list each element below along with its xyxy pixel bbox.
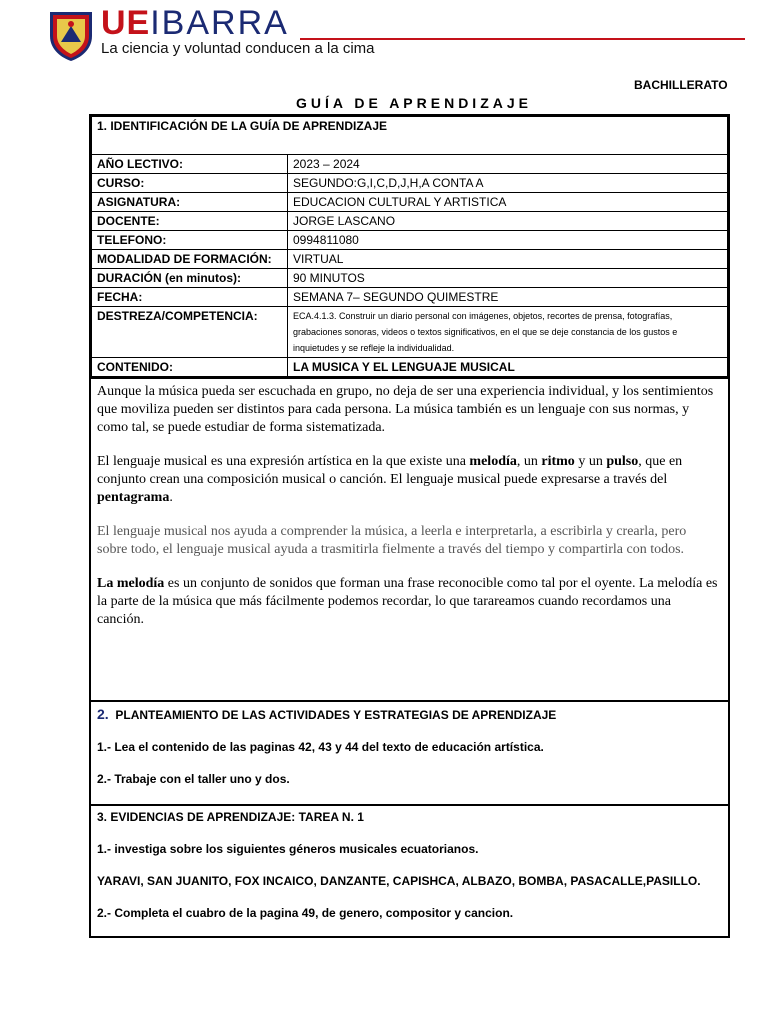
row-value: EDUCACION CULTURAL Y ARTISTICA [288,193,728,212]
guide-frame [89,114,730,938]
table-row [92,212,728,231]
row-label: TELEFONO: [92,231,288,250]
school-name: UEIBARRA [101,4,289,42]
row-label: AÑO LECTIVO: [92,155,288,174]
row-value: 2023 – 2024 [288,155,728,174]
table-row [92,358,728,377]
row-label: DOCENTE: [92,212,288,231]
list-item: 1.- Lea el contenido de las paginas 42, 43 y 44 del texto de educación artística. [97,740,544,754]
table-row [92,250,728,269]
row-value: 0994811080 [288,231,728,250]
row-value: LA MUSICA Y EL LENGUAJE MUSICAL [288,358,728,377]
row-label: DESTREZA/COMPETENCIA: [92,307,288,358]
row-label: FECHA: [92,288,288,307]
content-body [91,377,728,700]
school-shield-logo [46,8,96,62]
school-slogan: La ciencia y voluntad conducen a la cima [101,40,375,57]
row-value: SEGUNDO:G,I,C,D,J,H,A CONTA A [288,174,728,193]
content-paragraph: Aunque la música pueda ser escuchada en grupo, no deja de ser una experiencia individual, y los sentimientos que moviliza pueden ser distintos para cada persona. La música también es un lenguaje con sus normas, y como tal, se puede estudiar de forma sistematizada. [97,384,714,435]
section2-heading: 2. PLANTEAMIENTO DE LAS ACTIVIDADES Y ESTRATEGIAS DE APRENDIZAJE [97,706,557,722]
row-label: ASIGNATURA: [92,193,288,212]
table-row [92,155,728,174]
row-value: 90 MINUTOS [288,269,728,288]
row-label: MODALIDAD DE FORMACIÓN: [92,250,288,269]
list-item: YARAVI, SAN JUANITO, FOX INCAICO, DANZANTE, CAPISHCA, ALBAZO, BOMBA, PASACALLE,PASILLO. [97,874,701,888]
table-row [92,231,728,250]
table-row [92,193,728,212]
list-item: 2.- Trabaje con el taller uno y dos. [97,772,290,786]
list-item: 2.- Completa el cuabro de la pagina 49, de genero, compositor y cancion. [97,906,514,920]
section1-header-row [92,117,728,155]
page-header [0,0,768,70]
row-value: JORGE LASCANO [288,212,728,231]
row-value: ECA.4.1.3. Construir un diario personal con imágenes, objetos, recortes de prensa, fotografías, grabaciones sonoras, videos o textos significativos, en el que se deje constancia de los gustos e inquietudes y se refleje la individualidad. [288,307,728,358]
table-row [92,269,728,288]
row-value: SEMANA 7– SEGUNDO QUIMESTRE [288,288,728,307]
identification-table [91,116,728,377]
section1-heading: 1. IDENTIFICACIÓN DE LA GUÍA DE APRENDIZAJE [92,117,728,155]
row-label: CONTENIDO: [92,358,288,377]
table-row [92,288,728,307]
list-item: 1.- investiga sobre los siguientes géneros musicales ecuatorianos. [97,842,479,856]
section3-heading: 3. EVIDENCIAS DE APRENDIZAJE: TAREA N. 1 [97,810,364,824]
education-level: BACHILLERATO [634,78,728,92]
row-value: VIRTUAL [288,250,728,269]
row-label: CURSO: [92,174,288,193]
row-label: DURACIÓN (en minutos): [92,269,288,288]
activities-section [91,700,728,804]
document-title: GUÍA DE APRENDIZAJE [296,95,532,111]
content-paragraph: La melodía es un conjunto de sonidos que forman una frase reconocible como tal por el oyente. La melodía es la parte de la música que más fácilmente podemos recordar, lo que tarareamos cuando recordamos una canción. [97,576,718,627]
table-row [92,174,728,193]
content-paragraph: El lenguaje musical es una expresión artística en la que existe una melodía, un ritmo y un pulso, que en conjunto crean una composición musical o canción. El lenguaje musical puede expresarse a través del pentagrama. [97,454,683,505]
table-row [92,307,728,358]
content-paragraph: El lenguaje musical nos ayuda a comprender la música, a leerla e interpretarla, a escribirla y crearla, pero sobre todo, el lenguaje musical ayuda a trasmitirla fielmente a través del tiempo y compartirla con todos. [97,524,687,557]
evidence-section [91,804,728,936]
